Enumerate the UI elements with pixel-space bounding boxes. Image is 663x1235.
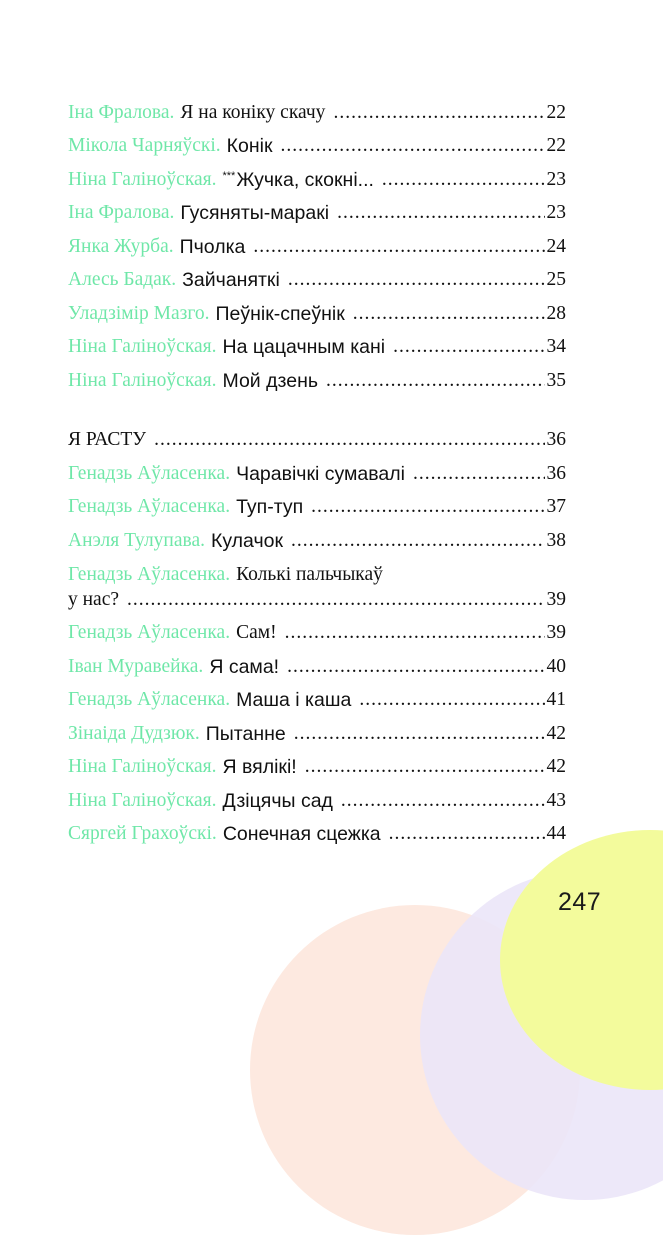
entry-title-text: Жучка, скокні...: [236, 168, 374, 191]
entry-page: 42: [546, 756, 566, 777]
entry-author: Генадзь Аўласенка.: [68, 689, 231, 710]
dot-leader: [311, 496, 544, 518]
dot-leader: [393, 336, 544, 358]
entry-author: Ніна Галіноўская.: [68, 756, 217, 777]
entry-author: Зінаіда Дудзюк.: [68, 722, 200, 744]
entry-title: [211, 530, 283, 552]
toc-entry: [68, 295, 566, 329]
toc-entry: [68, 329, 566, 363]
toc-group-2: [68, 455, 566, 556]
entry-author: Іна Фралова.: [68, 101, 175, 123]
entry-title: [223, 336, 386, 358]
entry-title-continued: у нас?: [68, 588, 120, 610]
entry-title-text: Сонечная сцежка: [222, 823, 381, 845]
dot-leader: [353, 303, 545, 325]
entry-title-text: На цацачным кані: [222, 336, 386, 358]
entry-title: [236, 496, 303, 518]
entry-title-text: Я на коніку скачу: [180, 101, 326, 123]
toc-entry: [68, 715, 566, 749]
entry-author: Ніна Галіноўская.: [68, 336, 217, 357]
entry-title: [223, 370, 319, 392]
entry-page: 44: [546, 823, 566, 844]
entry-title: [216, 303, 345, 325]
entry-title: [180, 236, 246, 258]
toc-entry: [68, 489, 566, 523]
entry-title-text: Зайчаняткі: [182, 269, 280, 291]
entry-page: 22: [546, 135, 566, 156]
section-page: 36: [546, 429, 566, 450]
toc-group-1: [68, 94, 566, 396]
entry-title-text: Я вялікі!: [222, 756, 297, 778]
section-title: Я РАСТУ: [68, 429, 147, 450]
entry-title: [206, 723, 286, 745]
entry-page: 28: [546, 302, 566, 324]
entry-author: Генадзь Аўласенка.: [68, 462, 231, 484]
dot-leader: [341, 790, 545, 812]
entry-page: 37: [546, 496, 566, 517]
entry-title-text: Туп-туп: [236, 496, 304, 518]
entry-title: [223, 756, 297, 778]
entry-page: 38: [546, 529, 566, 551]
toc-group-3: [68, 615, 566, 850]
entry-title: [209, 656, 279, 678]
entry-page: 39: [546, 588, 566, 610]
entry-stars: ***: [222, 169, 236, 182]
entry-title-text: Кулачок: [211, 529, 284, 552]
entry-page: 40: [546, 655, 566, 677]
toc-entry: [68, 161, 566, 195]
entry-author: Генадзь Аўласенка.: [68, 563, 231, 585]
toc-entry: [68, 648, 566, 682]
section-gap: [68, 396, 566, 422]
entry-page: 43: [546, 789, 566, 811]
entry-title-text: Сам!: [236, 622, 277, 643]
entry-page: 23: [546, 202, 566, 223]
dot-leader: [359, 689, 544, 711]
entry-title-text: Дзіцячы сад: [222, 789, 333, 812]
entry-page: 34: [546, 336, 566, 357]
dot-leader: [154, 429, 544, 451]
entry-author: Алесь Бадак.: [68, 269, 177, 290]
entry-title-text: Гусяняты-маракі: [180, 202, 330, 224]
entry-page: 41: [546, 689, 566, 710]
entry-page: 24: [546, 235, 566, 257]
dot-leader: [389, 823, 545, 845]
entry-author: Генадзь Аўласенка.: [68, 622, 231, 643]
entry-title-text: Маша і каша: [236, 689, 352, 711]
dot-leader: [127, 589, 544, 611]
toc-entry: [68, 749, 566, 783]
entry-title-text: Пеўнік-спеўнік: [215, 302, 345, 325]
entry-author: Генадзь Аўласенка.: [68, 496, 231, 517]
entry-author: Мікола Чарняўскі.: [68, 135, 221, 156]
toc-entry: [68, 94, 566, 128]
dot-leader: [291, 530, 544, 552]
entry-title-text: Конік: [226, 135, 273, 157]
toc-entry: [68, 556, 566, 615]
entry-page: 39: [546, 622, 566, 643]
page-number: 247: [558, 888, 602, 916]
toc-entry: [68, 615, 566, 649]
entry-author: Іван Муравейка.: [68, 655, 204, 677]
entry-title: [236, 463, 405, 485]
entry-title: [236, 622, 277, 644]
dot-leader: [294, 723, 545, 745]
toc-entry: [68, 128, 566, 162]
dot-leader: [333, 102, 544, 124]
dot-leader: [281, 135, 545, 157]
entry-title-text: Я сама!: [209, 655, 280, 678]
entry-title: [236, 689, 351, 711]
entry-title: [227, 135, 273, 157]
entry-page: 25: [546, 269, 566, 290]
dot-leader: [326, 370, 545, 392]
entry-page: 42: [546, 722, 566, 744]
dot-leader: [287, 656, 544, 678]
entry-author: Іна Фралова.: [68, 202, 175, 223]
toc-entry: [68, 682, 566, 716]
dot-leader: [382, 169, 545, 191]
toc-entry: [68, 262, 566, 296]
toc-entry: [68, 522, 566, 556]
table-of-contents: [68, 94, 566, 849]
entry-page: 35: [546, 369, 566, 391]
dot-leader: [413, 463, 545, 485]
dot-leader: [288, 269, 545, 291]
entry-author: Ніна Галіноўская.: [68, 369, 217, 391]
entry-title-text: Чаравічкі сумавалі: [236, 462, 405, 485]
toc-entry: [68, 455, 566, 489]
dot-leader: [253, 236, 544, 258]
entry-title: [223, 790, 333, 812]
entry-title: Колькі пальчыкаў: [236, 563, 383, 585]
toc-entry: [68, 362, 566, 396]
entry-author: Янка Журба.: [68, 235, 174, 257]
entry-author: Уладзімір Мазго.: [68, 302, 210, 324]
entry-title: [180, 102, 325, 124]
toc-entry: [68, 195, 566, 229]
entry-author: Ніна Галіноўская.: [68, 789, 217, 811]
entry-page: 36: [546, 462, 566, 484]
dot-leader: [337, 202, 544, 224]
toc-entry: [68, 782, 566, 816]
entry-title: [182, 269, 280, 291]
dot-leader: [305, 756, 545, 778]
entry-title: [180, 202, 329, 224]
entry-author: Сяргей Грахоўскі.: [68, 823, 217, 844]
dot-leader: [285, 622, 545, 644]
toc-entry: [68, 228, 566, 262]
toc-entry: [68, 816, 566, 850]
entry-title-text: Пчолка: [179, 235, 246, 258]
entry-author: Ніна Галіноўская.: [68, 168, 217, 190]
entry-author: Анэля Тулупава.: [68, 529, 205, 551]
entry-page: 22: [546, 101, 566, 123]
entry-title: [223, 165, 374, 191]
entry-title-text: Пытанне: [205, 722, 286, 745]
entry-page: 23: [546, 168, 566, 190]
entry-title-text: Мой дзень: [222, 369, 318, 392]
toc-section-heading: [68, 422, 566, 456]
entry-title: [223, 823, 381, 845]
